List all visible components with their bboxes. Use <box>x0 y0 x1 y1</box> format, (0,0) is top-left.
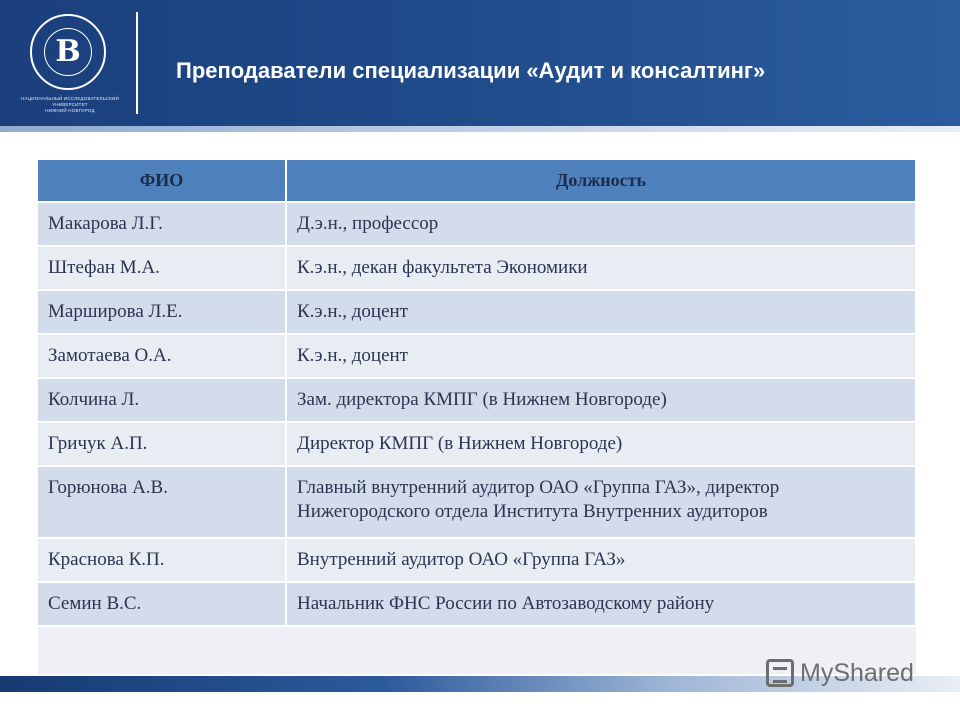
table-row <box>38 246 916 290</box>
cell-position: Директор КМПГ (в Нижнем Новгороде) <box>286 422 916 466</box>
table-row <box>38 538 916 582</box>
table-row <box>38 334 916 378</box>
cell-name: Колчина Л. <box>38 378 286 422</box>
table-header-row <box>38 160 916 202</box>
watermark-text: MyShared <box>800 658 914 687</box>
logo-caption-line: НИЖНИЙ НОВГОРОД <box>45 108 95 113</box>
cell-position: К.э.н., доцент <box>286 334 916 378</box>
table-row <box>38 290 916 334</box>
watermark <box>766 656 914 690</box>
logo-caption <box>20 96 120 114</box>
column-header-name: ФИО <box>38 160 286 202</box>
cell-position: Главный внутренний аудитор ОАО «Группа ГАЗ», директор Нижегородского отдела Института Внутренних аудиторов <box>286 466 916 538</box>
cell-position: К.э.н., декан факультета Экономики <box>286 246 916 290</box>
cell-name: Гричук А.П. <box>38 422 286 466</box>
logo-caption-line: НАЦИОНАЛЬНЫЙ ИССЛЕДОВАТЕЛЬСКИЙ <box>21 96 119 101</box>
header-divider <box>136 12 138 114</box>
table-row <box>38 422 916 466</box>
cell-name: Семин В.С. <box>38 582 286 626</box>
slide-title: Преподаватели специализации «Аудит и консалтинг» <box>176 58 766 83</box>
header-stripe <box>0 126 960 132</box>
column-header-position: Должность <box>286 160 916 202</box>
cell-name: Марширова Л.Е. <box>38 290 286 334</box>
cell-name: Краснова К.П. <box>38 538 286 582</box>
header-banner <box>0 0 960 126</box>
logo-monogram: В <box>44 28 92 76</box>
cell-name: Штефан М.А. <box>38 246 286 290</box>
cell-position: К.э.н., доцент <box>286 290 916 334</box>
table-row <box>38 466 916 538</box>
university-logo <box>30 14 106 90</box>
cell-name: Замотаева О.А. <box>38 334 286 378</box>
table-row <box>38 202 916 246</box>
cell-position: Внутренний аудитор ОАО «Группа ГАЗ» <box>286 538 916 582</box>
cell-position: Зам. директора КМПГ (в Нижнем Новгороде) <box>286 378 916 422</box>
projector-icon <box>766 659 794 687</box>
logo-caption-line: УНИВЕРСИТЕТ <box>52 102 88 107</box>
cell-name: Макарова Л.Г. <box>38 202 286 246</box>
faculty-table <box>38 160 917 627</box>
faculty-table-container <box>38 160 916 674</box>
cell-position: Начальник ФНС России по Автозаводскому району <box>286 582 916 626</box>
cell-position: Д.э.н., профессор <box>286 202 916 246</box>
table-row <box>38 378 916 422</box>
table-row <box>38 582 916 626</box>
cell-name: Горюнова А.В. <box>38 466 286 538</box>
